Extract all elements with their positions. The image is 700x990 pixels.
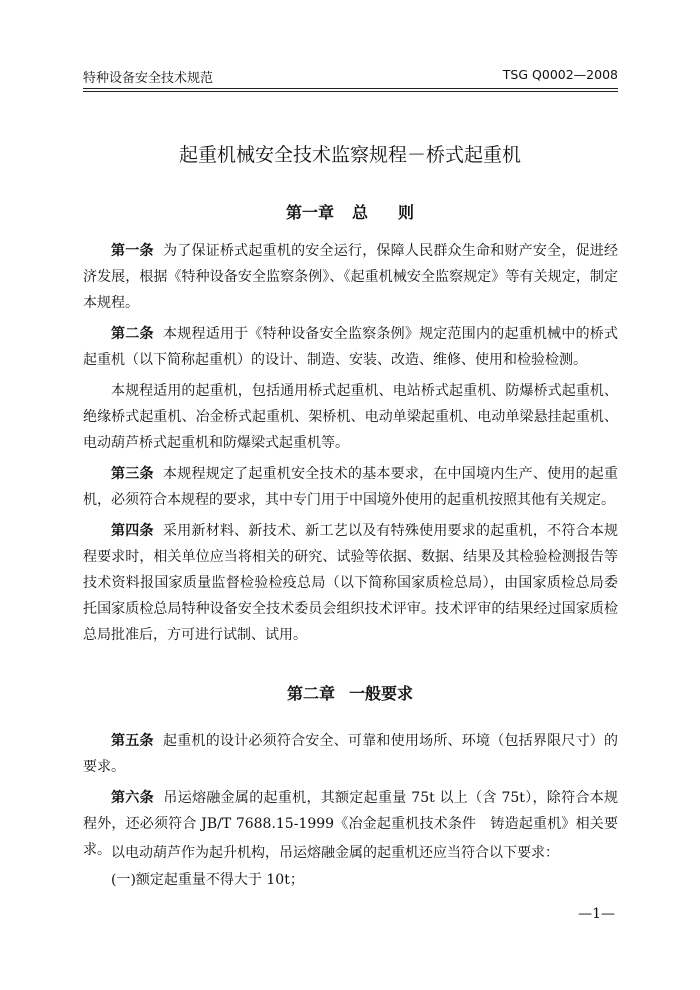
article-6c-text: (一)额定起重量不得大于 10t； [111, 872, 304, 888]
chapter-2-name: 一般要求 [349, 684, 414, 703]
header-rule-bottom [83, 91, 618, 92]
article-6-paragraph-2 [83, 840, 618, 866]
article-4-label: 第四条 [111, 523, 154, 539]
article-1-label: 第一条 [111, 243, 154, 259]
chapter-2-heading [0, 681, 700, 704]
page-header [83, 67, 618, 87]
chapter-1-number: 第一章 [285, 203, 334, 222]
article-6-text: 吊运熔融金属的起重机，其额定起重量 75t 以上（含 75t），除符合本规程外，还必须符合 JB/T 7688.15-1999《冶金起重机技术条件 铸造起重机》相关要求。 [83, 790, 619, 858]
article-4-text: 采用新材料、新技术、新工艺以及有特殊使用要求的起重机，不符合本规程要求时，相关单位应当将相关的研究、试验等依据、数据、结果及其检验检测报告等技术资料报国家质量监督检验检疫总局（以下简称国家质检总局），由国家质检总局委托国家质检总局特种设备安全技术委员会组织技术评审。技术评审的结果经过国家质检总局批准后，方可进行试制、试用。 [83, 523, 619, 643]
article-2b-text: 本规程适用的起重机，包括通用桥式起重机、电站桥式起重机、防爆桥式起重机、绝缘桥式起重机、冶金桥式起重机、架桥机、电动单梁起重机、电动单梁悬挂起重机、电动葫芦桥式起重机和防爆梁式起重机等。 [83, 383, 618, 451]
chapter-2-number: 第二章 [286, 684, 335, 703]
article-1-text: 为了保证桥式起重机的安全运行，保障人民群众生命和财产安全，促进经济发展，根据《特种设备安全监察条例》、《起重机械安全监察规定》等有关规定，制定本规程。 [83, 243, 619, 311]
article-2-text: 本规程适用于《特种设备安全监察条例》规定范围内的起重机械中的桥式起重机（以下简称起重机）的设计、制造、安装、改造、维修、使用和检验检测。 [83, 326, 619, 368]
article-5 [83, 728, 618, 780]
document-title: 起重机械安全技术监察规程－桥式起重机 [178, 144, 521, 166]
page-number: —1— [578, 906, 615, 922]
article-3-text: 本规程规定了起重机安全技术的基本要求，在中国境内生产、使用的起重机，必须符合本规程的要求，其中专门用于中国境外使用的起重机按照其他有关规定。 [83, 466, 619, 508]
header-right-text: TSG Q0002—2008 [502, 67, 618, 82]
chapter-1-char-1: 总 [351, 203, 368, 222]
article-2 [83, 321, 618, 373]
article-6-label: 第六条 [111, 790, 154, 806]
article-6-item-1 [83, 867, 618, 893]
chapter-1-char-2: 则 [398, 203, 415, 222]
article-6b-text: 以电动葫芦作为起升机构，吊运熔融金属的起重机还应当符合以下要求： [111, 845, 559, 861]
article-2-label: 第二条 [111, 326, 154, 342]
article-5-label: 第五条 [111, 733, 154, 749]
header-rule-top [83, 88, 618, 89]
article-3-label: 第三条 [111, 466, 154, 482]
article-5-text: 起重机的设计必须符合安全、可靠和使用场所、环境（包括界限尺寸）的要求。 [83, 733, 619, 775]
chapter-1-heading [0, 200, 700, 223]
article-4 [83, 518, 618, 648]
article-1 [83, 238, 618, 316]
article-2-paragraph-2 [83, 378, 618, 456]
header-left-text: 特种设备安全技术规范 [83, 71, 214, 86]
article-3 [83, 461, 618, 513]
